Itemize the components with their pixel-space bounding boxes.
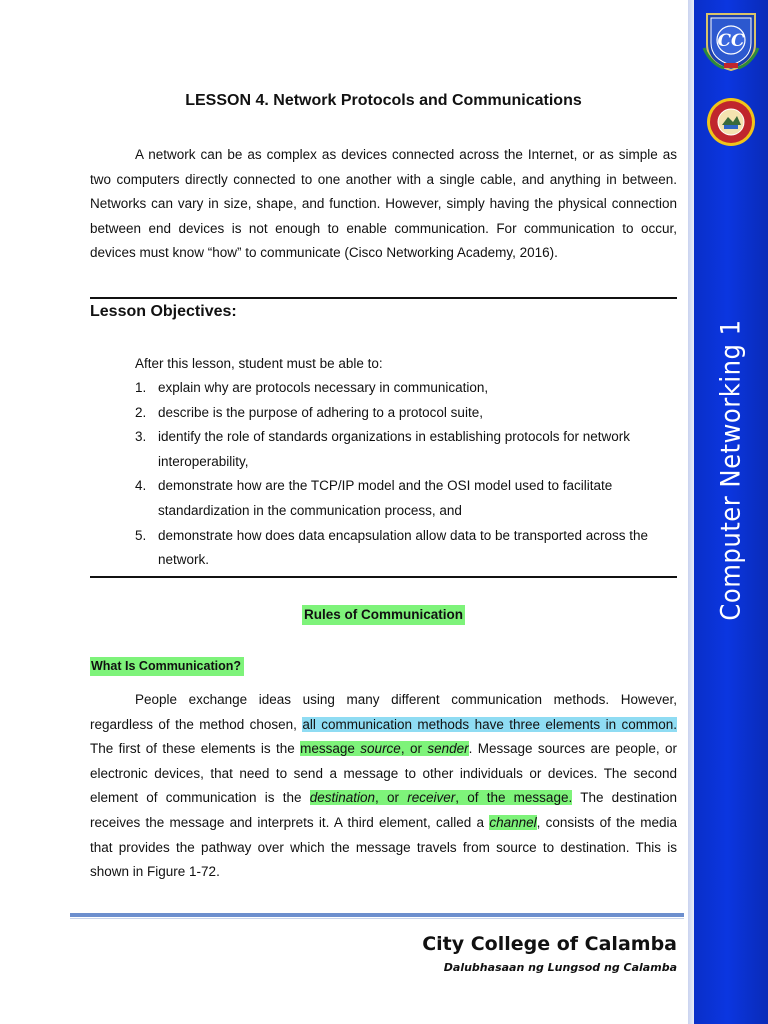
sidebar-course-title: Computer Networking 1 (715, 319, 747, 621)
svg-text:CC: CC (717, 31, 745, 51)
objective-text: explain why are protocols necessary in communication, (158, 380, 489, 395)
para-text: The first of these elements is the (90, 741, 301, 757)
objective-text: demonstrate how does data encapsulation allow data to be transported across the network. (158, 527, 649, 568)
section-heading (90, 607, 677, 622)
highlighted-text: channel (489, 814, 537, 830)
highlight-part: sender (427, 741, 469, 757)
college-seal-icon (702, 10, 760, 72)
highlighted-text: all communication methods have three elements in common. (302, 716, 677, 732)
highlighted-text (300, 741, 468, 756)
objectives-list (135, 376, 655, 573)
highlight-part: , of the message. (455, 790, 573, 806)
objective-item (135, 524, 655, 573)
highlight-part: source (360, 741, 401, 757)
objective-item (135, 401, 655, 426)
highlight-part: , or (400, 741, 428, 757)
objective-number: 2. (135, 404, 147, 420)
objective-item (135, 376, 655, 401)
sub-heading (90, 659, 244, 673)
intro-paragraph: A network can be as complex as devices connected across the Internet, or as simple as two computers directly connected to one another with a single cable, and anything in between. Networks can vary in size, shape, and function. However, simply having the physical connection between end devices is not enough to enable communication. For communication to occur, devices must know “how” to communicate (Cisco Networking Academy, 2016). (90, 147, 677, 261)
city-seal-icon (706, 97, 756, 147)
footer-college-name: City College of Calamba (422, 933, 677, 955)
highlight-part: message (300, 741, 361, 757)
para-text: , consists of the media that provides the pathway over which the message travels from source to destination. This is shown in Figure 1-72. (90, 814, 677, 880)
footer-rule (70, 913, 684, 917)
para-text: The destination receives the message and interprets it. A third element, called a (90, 790, 677, 830)
objectives-top-rule (90, 297, 677, 299)
objective-text: demonstrate how are the TCP/IP model and the OSI model used to facilitate standardization in the communication process, and (158, 478, 613, 518)
footer-college-subtitle: Dalubhasaan ng Lungsod ng Calamba (443, 961, 677, 974)
objectives-intro: After this lesson, student must be able to: (135, 356, 383, 371)
highlight-part: , or (375, 790, 408, 806)
highlight-part: receiver (407, 790, 456, 806)
footer-rule-thin (70, 918, 684, 919)
para-text: . Message sources are people, or electronic devices, that need to send a message to other individuals or devices. The second element of communication is the (90, 741, 678, 806)
objectives-bottom-rule (90, 576, 677, 578)
objective-item (135, 425, 655, 474)
objective-item (135, 474, 655, 523)
lesson-title: LESSON 4. Network Protocols and Communications (185, 92, 582, 109)
highlight-part: destination (309, 790, 376, 806)
highlighted-text (310, 790, 573, 805)
section-heading-text: Rules of Communication (302, 605, 465, 625)
para-text: People exchange ideas using many different communication methods. However, regardless of the method chosen, (90, 692, 677, 732)
sub-heading-text: What Is Communication? (90, 657, 244, 676)
side-band-edge (688, 0, 694, 1024)
communication-paragraph (90, 688, 677, 885)
objective-text: identify the role of standards organizations in establishing protocols for network interoperability, (158, 429, 631, 469)
objective-number: 1. (135, 380, 147, 395)
objective-text: describe is the purpose of adhering to a protocol suite, (158, 404, 483, 420)
objectives-heading: Lesson Objectives: (90, 303, 237, 320)
objective-number: 3. (135, 429, 147, 445)
objective-number: 4. (135, 478, 147, 494)
objective-number: 5. (135, 527, 147, 543)
